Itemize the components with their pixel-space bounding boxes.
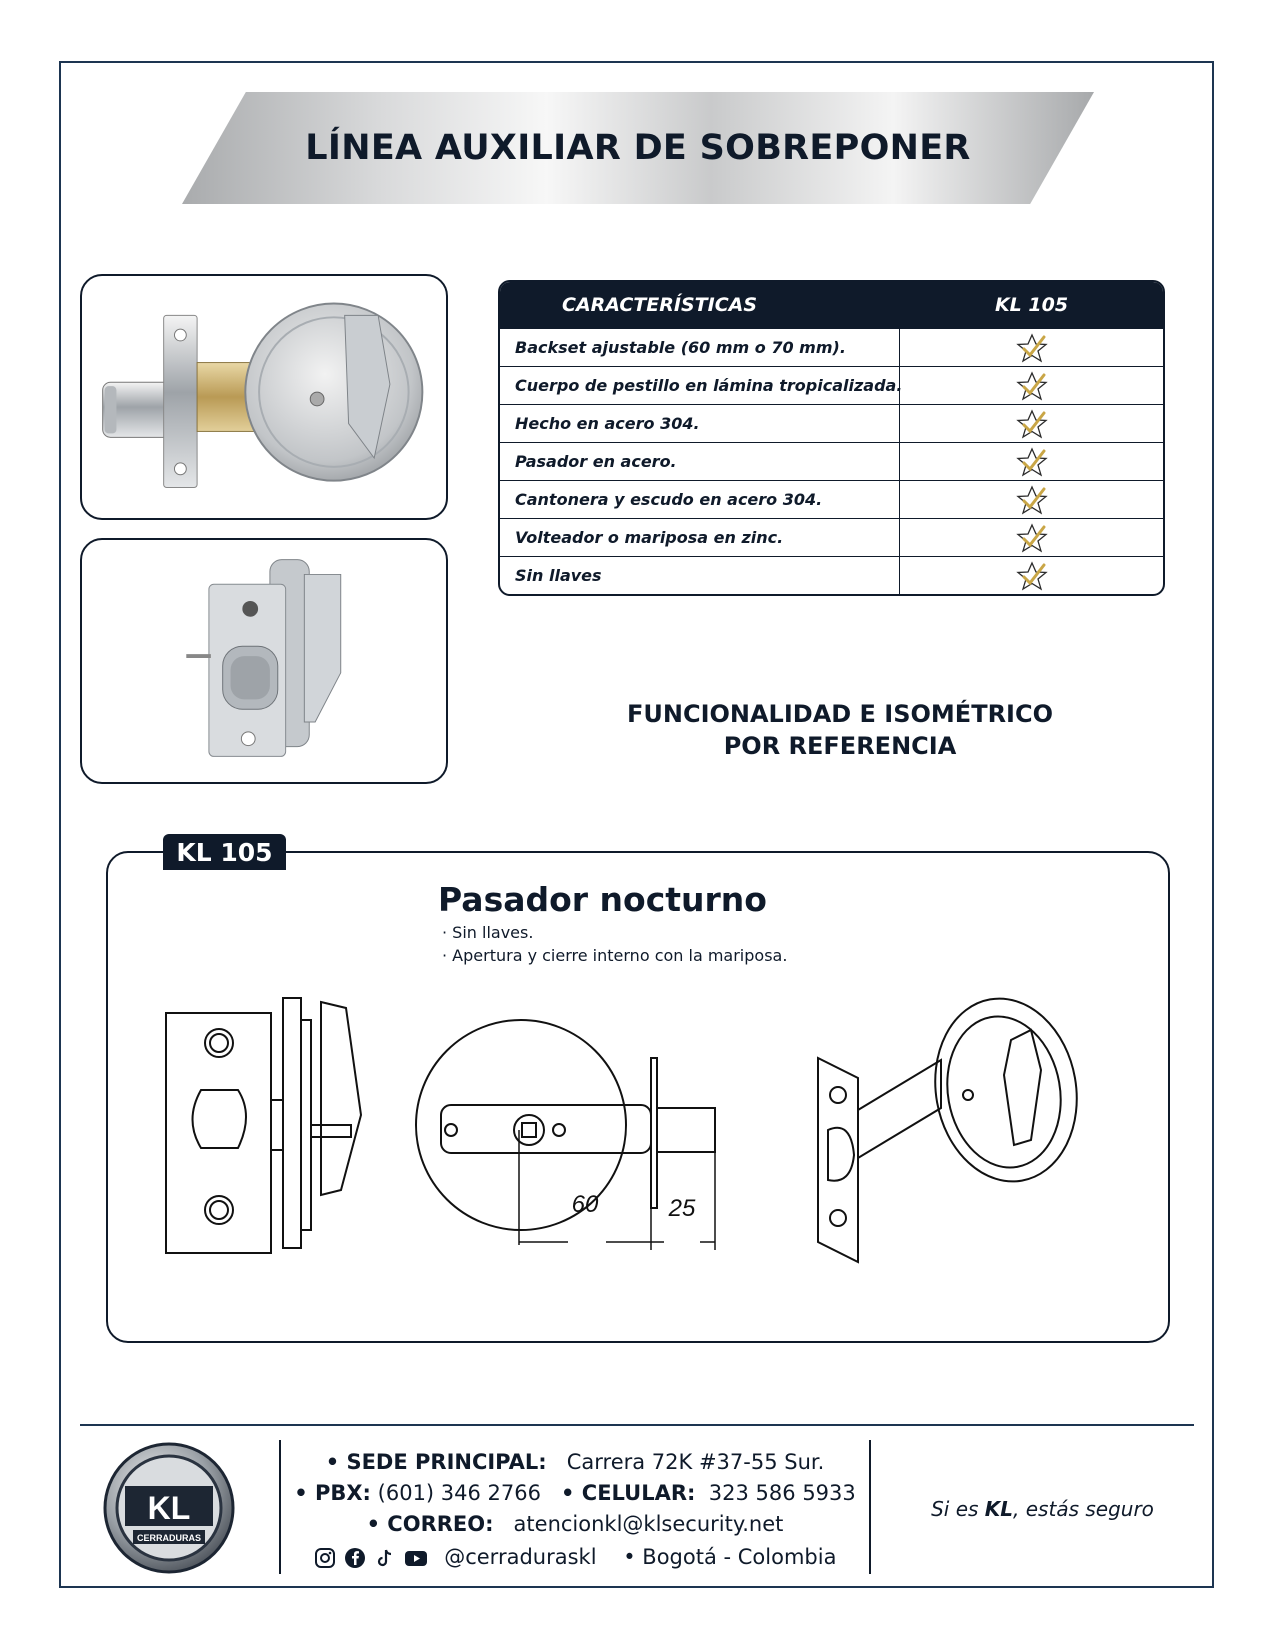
check-cell (900, 519, 1163, 556)
check-cell (900, 367, 1163, 404)
table-row (500, 480, 1163, 518)
check-cell (900, 557, 1163, 594)
footer-divider (80, 1424, 1194, 1426)
star-check-icon (1015, 333, 1049, 363)
facebook-icon[interactable] (344, 1547, 366, 1569)
table-row (500, 404, 1163, 442)
check-cell (900, 443, 1163, 480)
footer-social: @cerraduraskl • Bogotá - Colombia (280, 1545, 870, 1569)
star-check-icon (1015, 523, 1049, 553)
model-bullet: · Apertura y cierre interno con la mariposa. (442, 946, 788, 965)
technical-drawings (106, 980, 1170, 1280)
star-check-icon (1015, 485, 1049, 515)
table-row (500, 518, 1163, 556)
email-link[interactable]: atencionkl@klsecurity.net (513, 1512, 784, 1536)
footer-address: • SEDE PRINCIPAL: Carrera 72K #37-55 Sur. (325, 1450, 825, 1474)
footer-email: • CORREO: atencionkl@klsecurity.net (366, 1512, 784, 1536)
header-features: CARACTERÍSTICAS (562, 294, 758, 316)
svg-text:KL: KL (147, 1490, 191, 1526)
table-row (500, 328, 1163, 366)
tiktok-icon[interactable] (374, 1547, 396, 1569)
check-cell (900, 329, 1163, 366)
svg-text:CERRADURAS: CERRADURAS (136, 1533, 202, 1543)
table-header (500, 282, 1163, 328)
feature-cell: Backset ajustable (60 mm o 70 mm). (500, 329, 900, 366)
check-cell (900, 405, 1163, 442)
instagram-icon[interactable] (314, 1547, 336, 1569)
table-row (500, 442, 1163, 480)
check-cell (900, 481, 1163, 518)
feature-cell: Sin llaves (500, 557, 900, 594)
model-name: Pasador nocturno (438, 880, 767, 919)
dimension-backset: 60 (571, 1191, 599, 1218)
slogan: Si es KL, estás seguro (931, 1497, 1154, 1521)
feature-cell: Cuerpo de pestillo en lámina tropicalizada. (500, 367, 900, 404)
isometric-drawing (818, 987, 1091, 1262)
youtube-icon[interactable] (404, 1547, 428, 1569)
dimension-bolt: 25 (668, 1195, 696, 1222)
feature-cell: Pasador en acero. (500, 443, 900, 480)
header-model: KL 105 (994, 294, 1069, 316)
product-photo-side (80, 538, 448, 784)
functionality-heading: FUNCIONALIDAD E ISOMÉTRICO POR REFERENCIA (626, 700, 1053, 760)
footer-phones: • PBX: (601) 346 2766 • CELULAR: 323 586 5933 (294, 1481, 856, 1505)
feature-cell: Volteador o mariposa en zinc. (500, 519, 900, 556)
table-row (500, 366, 1163, 404)
product-photo-front (80, 274, 448, 520)
front-view-drawing (166, 998, 361, 1253)
features-table (498, 280, 1165, 596)
feature-cell: Hecho en acero 304. (500, 405, 900, 442)
model-tag: KL 105 (163, 834, 286, 870)
star-check-icon (1015, 561, 1049, 591)
model-bullet: · Sin llaves. (442, 923, 534, 942)
star-check-icon (1015, 447, 1049, 477)
page-title: LÍNEA AUXILIAR DE SOBREPONER (305, 128, 971, 168)
star-check-icon (1015, 371, 1049, 401)
social-handle[interactable]: @cerraduraskl (444, 1545, 597, 1569)
star-check-icon (1015, 409, 1049, 439)
table-row (500, 556, 1163, 594)
feature-cell: Cantonera y escudo en acero 304. (500, 481, 900, 518)
kl-logo (103, 1442, 235, 1574)
